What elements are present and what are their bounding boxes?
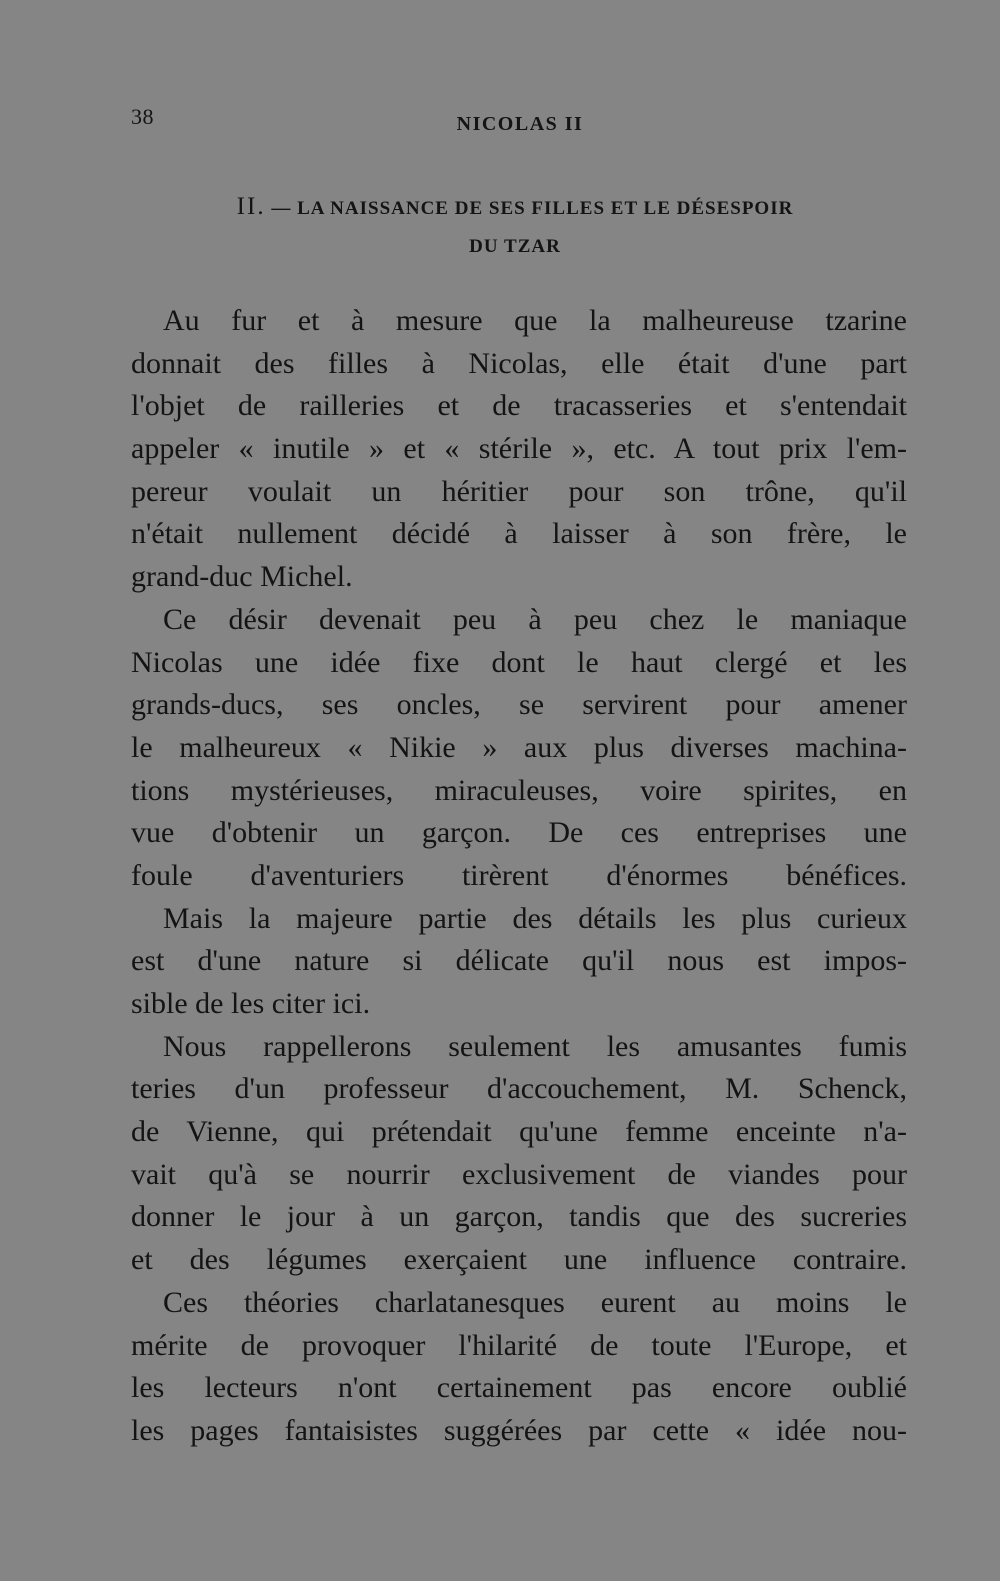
- text-line: pereur voulait un héritier pour son trône, qu'il: [131, 474, 907, 508]
- running-title: NICOLAS II: [456, 113, 584, 135]
- text-line: grands-ducs, ses oncles, se servirent pour amener: [131, 688, 907, 722]
- chapter-title-line-2: DU TZAR: [469, 236, 561, 257]
- text-line: Au fur et à mesure que la malheureuse tzarine: [163, 304, 907, 337]
- text-line: Ces théories charlatanesques eurent au moins le: [163, 1285, 907, 1319]
- text-line: tions mystérieuses, miraculeuses, voire spirites, en: [131, 773, 907, 807]
- text-line: grand-duc Michel.: [131, 560, 353, 594]
- chapter-number: II.: [236, 193, 266, 220]
- text-line: donner le jour à un garçon, tandis que des sucreries: [131, 1200, 907, 1234]
- text-line: vue d'obtenir un garçon. De ces entreprises une: [131, 816, 907, 850]
- text-line: n'était nullement décidé à laisser à son frère, le: [131, 517, 907, 551]
- text-line: Nous rappellerons seulement les amusantes fumis: [163, 1029, 907, 1063]
- text-line: appeler « inutile » et « stérile », etc. A tout prix l'em-: [131, 432, 907, 466]
- text-line: les lecteurs n'ont certainement pas encore oublié: [131, 1371, 907, 1405]
- chapter-heading-line-1: [120, 188, 910, 228]
- text-line: Ce désir devenait peu à peu chez le maniaque: [163, 602, 907, 636]
- body-text: [131, 300, 907, 1453]
- text-line: et des légumes exerçaient une influence contraire.: [131, 1243, 907, 1277]
- text-line: le malheureux « Nikie » aux plus diverses machina-: [131, 730, 907, 764]
- text-line: sible de les citer ici.: [131, 987, 371, 1020]
- text-line: les pages fantaisistes suggérées par cette « idée nou-: [131, 1413, 907, 1447]
- text-line: vait qu'à se nourrir exclusivement de viandes pour: [131, 1157, 907, 1191]
- text-line: de Vienne, qui prétendait qu'une femme enceinte n'a-: [131, 1115, 907, 1149]
- chapter-title-line-1: — LA NAISSANCE DE SES FILLES ET LE DÉSESPOIR: [271, 198, 794, 219]
- text-line: donnait des filles à Nicolas, elle était d'une part: [131, 346, 907, 380]
- text-line: teries d'un professeur d'accouchement, M. Schenck,: [131, 1072, 907, 1106]
- text-line: Nicolas une idée fixe dont le haut clergé et les: [131, 645, 907, 679]
- text-line: Mais la majeure partie des détails les plus curieux: [163, 901, 907, 935]
- text-line: l'objet de railleries et de tracasseries et s'entendait: [131, 389, 907, 423]
- text-line: foule d'aventuriers tirèrent d'énormes bénéfices.: [131, 858, 907, 892]
- text-line: mérite de provoquer l'hilarité de toute l'Europe, et: [131, 1328, 907, 1362]
- chapter-heading: [120, 188, 910, 266]
- text-line: est d'une nature si délicate qu'il nous est impos-: [131, 944, 907, 978]
- page-number: 38: [131, 104, 154, 129]
